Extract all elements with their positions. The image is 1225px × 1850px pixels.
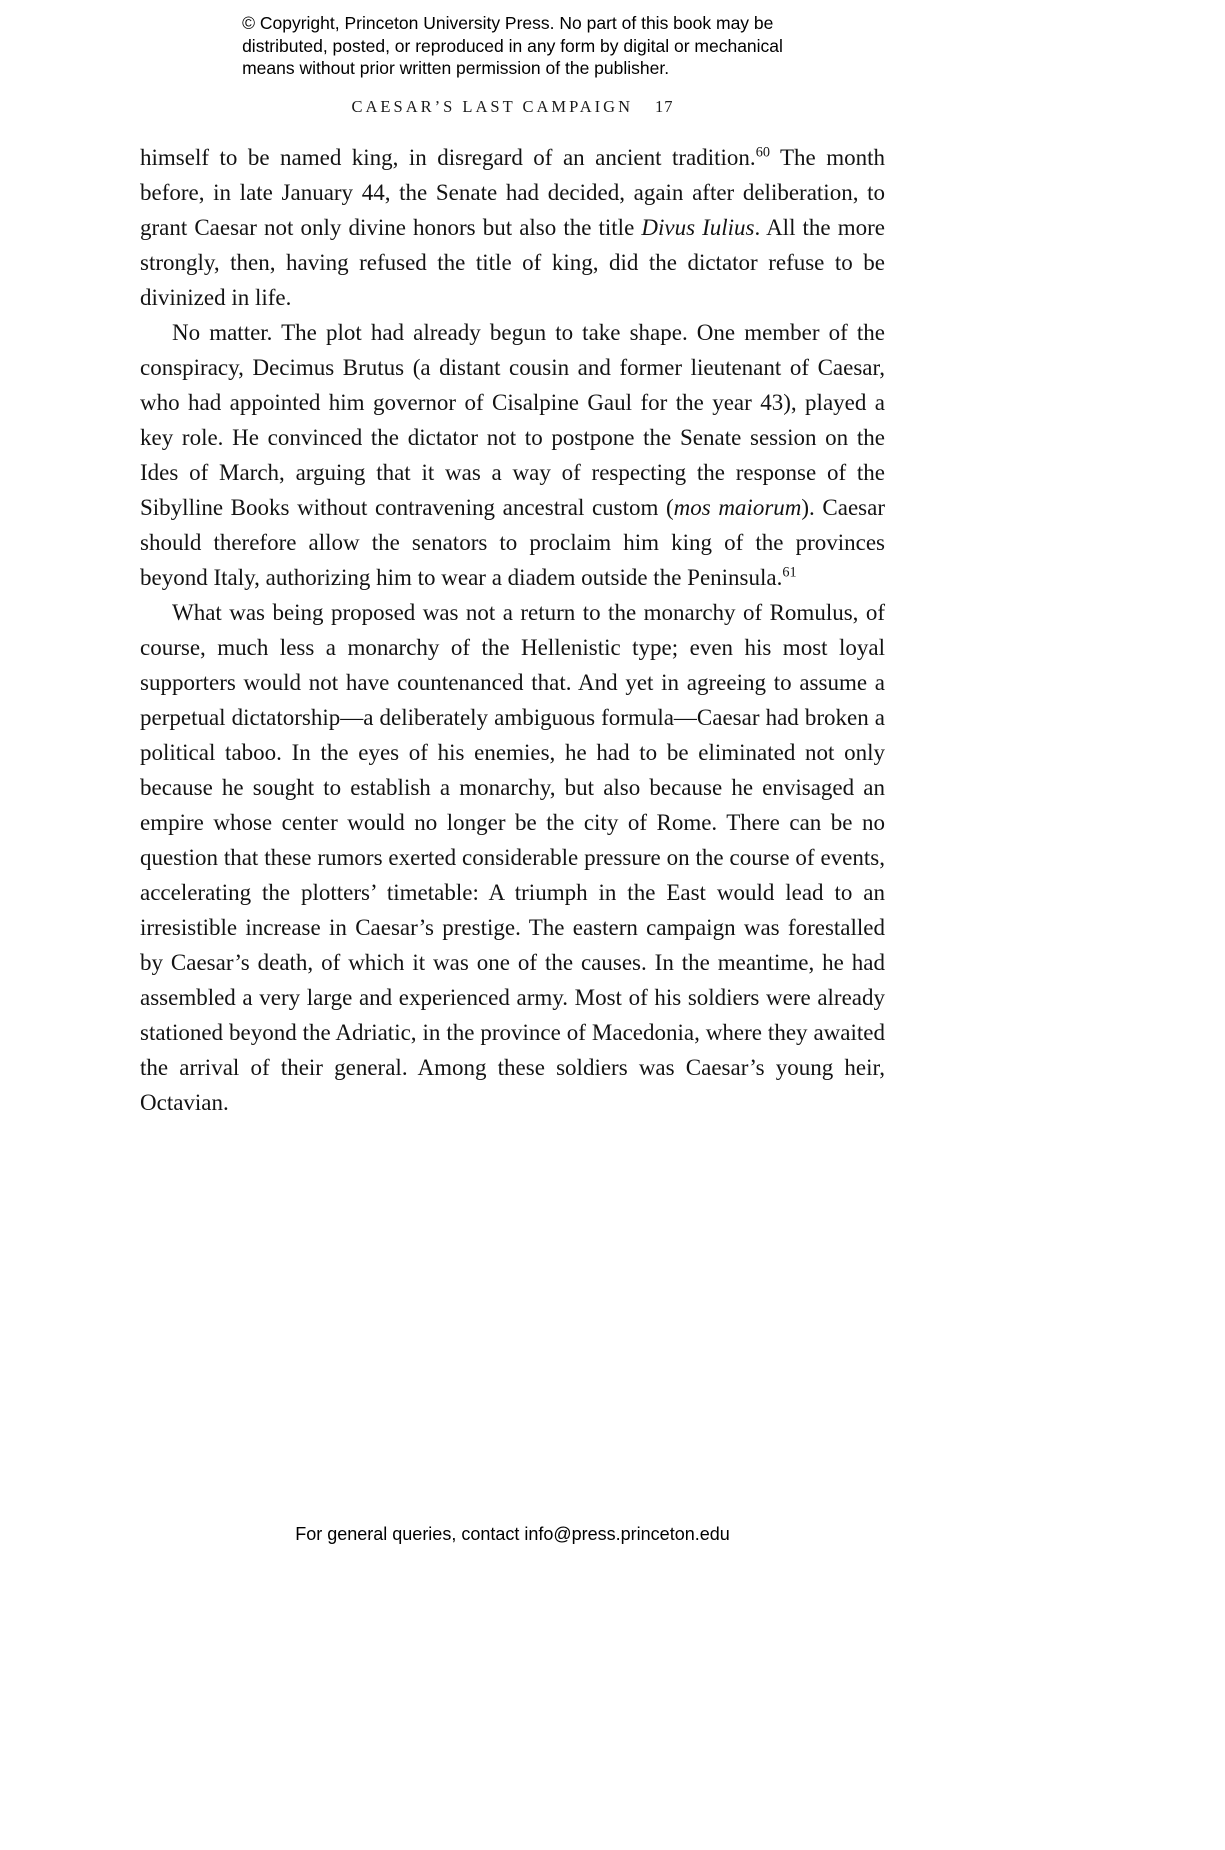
footnote-reference: 60	[755, 144, 770, 161]
copyright-line-3: means without prior written permission of the publisher.	[242, 58, 670, 78]
paragraph: himself to be named king, in disregard of an ancient tradition.$^{60}$ The month before, in late January 44, the Senate had decided, again after deliberation, to grant Caesar not only divine honors but also the title Divus Iulius. All the more strongly, then, having refused the title of king, did the dictator refuse to be divinized in life.	[140, 144, 886, 310]
running-head-title: CAESAR’S LAST CAMPAIGN	[351, 97, 633, 116]
copyright-notice	[140, 12, 885, 80]
paragraph: What was being proposed was not a return to the monarchy of Romulus, of course, much less a monarchy of the Hellenistic type; even his most loyal supporters would not have countenanced that. And yet in agreeing to assume a perpetual dictatorship—a deliberately ambiguous formula—Caesar had broken a political taboo. In the eyes of his enemies, he had to be eliminated not only because he sought to establish a monarchy, but also because he envisaged an empire whose center would no longer be the city of Rome. There can be no question that these rumors exerted considerable pressure on the course of events, accelerating the plotters’ timetable: A triumph in the East would lead to an irresistible increase in Caesar’s prestige. The eastern campaign was forestalled by Caesar’s death, of which it was one of the causes. In the meantime, he had assembled a very large and experienced army. Most of his soldiers were already stationed beyond the Adriatic, in the province of Macedonia, where they awaited the arrival of their general. Among these soldiers was Caesar’s young heir, Octavian.	[140, 600, 885, 1115]
copyright-line-1: © Copyright, Princeton University Press. No part of this book may be	[242, 13, 774, 33]
footer-queries-text: For general queries, contact info@press.princeton.edu	[295, 1524, 730, 1544]
footnote-reference: 61	[782, 564, 797, 581]
footer	[140, 1524, 885, 1545]
paragraph: No matter. The plot had already begun to take shape. One member of the conspiracy, Decimus Brutus (a distant cousin and former lieutenant of Caesar, who had appointed him governor of Cisalpine Gaul for the year 43), played a key role. He convinced the dictator not to postpone the Senate session on the Ides of March, arguing that it was a way of respecting the response of the Sibylline Books without contravening ancestral custom (mos maiorum). Caesar should therefore allow the senators to proclaim him king of the provinces beyond Italy, authorizing him to wear a diadem outside the Peninsula.$^{61}$	[140, 320, 885, 590]
copyright-text	[242, 12, 783, 80]
running-head	[140, 97, 885, 117]
copyright-line-2: distributed, posted, or reproduced in any form by digital or mechanical	[242, 35, 783, 56]
italic-text: mos maiorum	[673, 495, 802, 520]
body-text	[140, 140, 885, 1120]
page-number: 17	[654, 97, 674, 116]
italic-text: Divus Iulius	[641, 215, 755, 240]
